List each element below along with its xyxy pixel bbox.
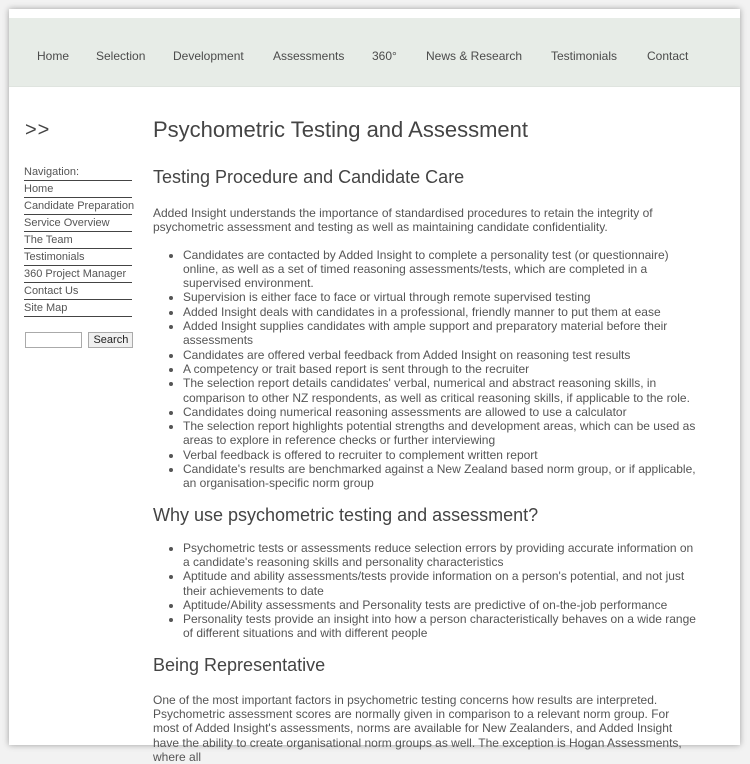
nav-360[interactable]: 360° (372, 49, 397, 63)
list-item: • Aptitude and ability assessments/tests provide information on a person's potential, and not just their achievements to date (183, 569, 698, 598)
sidebar-item-360-project-manager[interactable]: 360 Project Manager (24, 266, 132, 283)
nav-home[interactable]: Home (37, 49, 70, 63)
why-use-list (153, 541, 698, 641)
list-item: • The selection report highlights potential strengths and development areas, which can be used as areas to explore in reference checks or further interviewing (183, 419, 698, 448)
sidebar-arrows: >> (25, 119, 51, 141)
section-heading-why-use: Why use psychometric testing and assessment? (153, 504, 539, 525)
top-navigation (9, 18, 740, 87)
sidebar-item-site-map[interactable]: Site Map (24, 300, 132, 317)
list-item: • Aptitude/Ability assessments and Personality tests are predictive of on-the-job performance (183, 598, 698, 612)
search-input[interactable] (25, 332, 82, 348)
sidebar-item-contact-us[interactable]: Contact Us (24, 283, 132, 300)
sidebar-item-home[interactable]: Home (24, 181, 132, 198)
nav-assessments[interactable]: Assessments (273, 49, 345, 63)
sidebar-navigation (24, 164, 135, 317)
list-item: • Psychometric tests or assessments reduce selection errors by providing accurate information on a candidate's reasoning skills and personality characteristics (183, 541, 698, 570)
list-item: • Candidates are contacted by Added Insight to complete a personality test (or questionnaire) online, as well as a set of timed reasoning assessments/tests, which are completed in a supervised environment. (183, 248, 698, 291)
list-item: • Candidate's results are benchmarked against a New Zealand based norm group, or if applicable, an organisation-specific norm group (183, 462, 698, 491)
page-frame (9, 9, 740, 764)
main-content (153, 115, 698, 764)
list-item: • Verbal feedback is offered to recruiter to complement written report (183, 448, 698, 462)
nav-contact[interactable]: Contact (647, 49, 689, 63)
sidebar-item-the-team[interactable]: The Team (24, 232, 132, 249)
list-item: • Personality tests provide an insight into how a person characteristically behaves on a wide range of different situations and with different people (183, 612, 698, 641)
nav-news-research[interactable]: News & Research (426, 49, 523, 63)
list-item: • A competency or trait based report is sent through to the recruiter (183, 362, 698, 376)
testing-procedure-list (153, 248, 698, 491)
nav-testimonials[interactable]: Testimonials (551, 49, 618, 63)
sidebar-item-testimonials[interactable]: Testimonials (24, 249, 132, 266)
search-box (25, 332, 133, 350)
list-item: • Candidates doing numerical reasoning assessments are allowed to use a calculator (183, 405, 698, 419)
nav-selection[interactable]: Selection (96, 49, 146, 63)
search-button[interactable]: Search (88, 332, 133, 348)
section-paragraph: One of the most important factors in psychometric testing concerns how results are interpreted. Psychometric assessment scores are normally given in comparison to a relevant norm group. For most of Added Insight's assessments, norms are available for New Zealanders, and Added Insight have the ability to create organisational norm groups as well. The exception is Hogan Assessments, where all (153, 692, 682, 764)
list-item: • Added Insight supplies candidates with ample support and preparatory material before their assessments (183, 319, 698, 348)
list-item: • The selection report details candidates' verbal, numerical and abstract reasoning skills, in comparison to other NZ respondents, as well as critical reasoning skills, if applicable to the role. (183, 376, 698, 405)
sidebar-item-service-overview[interactable]: Service Overview (24, 215, 132, 232)
sidebar-heading: Navigation: (24, 164, 132, 181)
section-intro: Added Insight understands the importance of standardised procedures to retain the integrity of psychometric assessment and testing as well as maintaining candidate confidentiality. (153, 206, 653, 235)
page-title: Psychometric Testing and Assessment (153, 117, 528, 142)
nav-development[interactable]: Development (173, 49, 244, 63)
sidebar-item-candidate-preparation[interactable]: Candidate Preparation (24, 198, 132, 215)
list-item: • Supervision is either face to face or virtual through remote supervised testing (183, 290, 698, 304)
list-item: • Added Insight deals with candidates in a professional, friendly manner to put them at ease (183, 305, 698, 319)
section-heading-being-representative: Being Representative (153, 654, 326, 675)
section-heading-testing-procedure: Testing Procedure and Candidate Care (153, 167, 465, 187)
list-item: • Candidates are offered verbal feedback from Added Insight on reasoning test results (183, 348, 698, 362)
